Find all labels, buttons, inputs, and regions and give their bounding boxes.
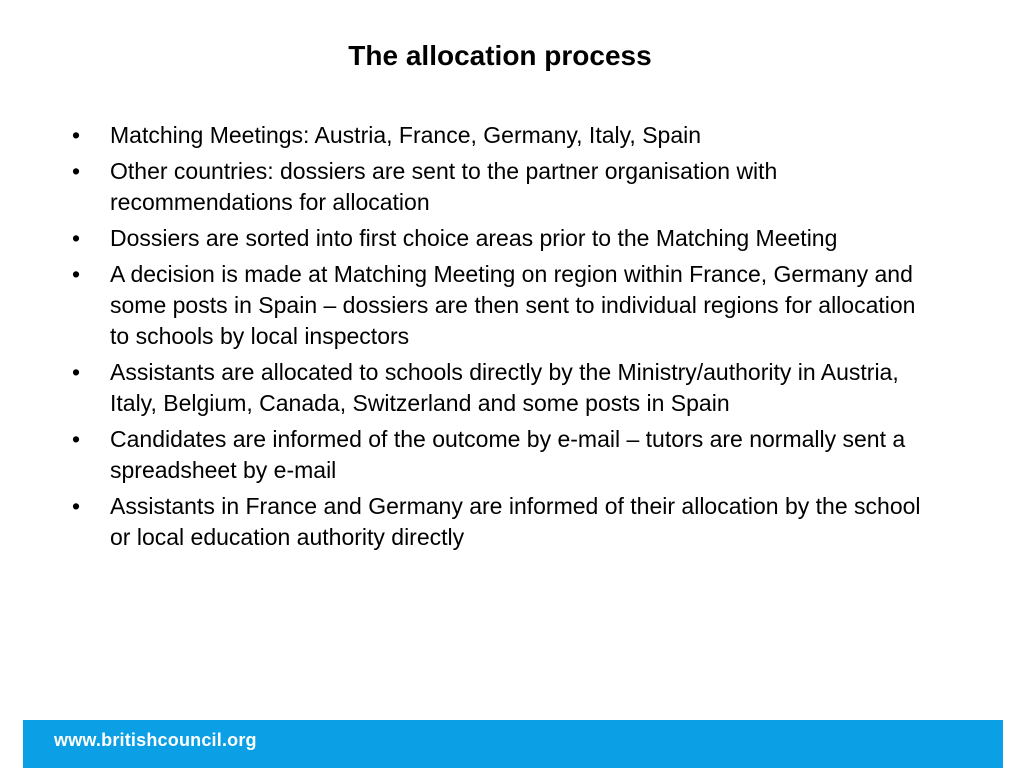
bullet-item bbox=[72, 223, 932, 254]
bullet-text: Assistants are allocated to schools directly by the Ministry/authority in Austria, Italy, Belgium, Canada, Switzerland and some posts in Spain bbox=[110, 359, 899, 416]
bullet-text: Other countries: dossiers are sent to the partner organisation with recommendations for allocation bbox=[110, 158, 778, 215]
bullet-icon: • bbox=[72, 261, 81, 287]
bullet-text: Matching Meetings: Austria, France, Germany, Italy, Spain bbox=[110, 122, 702, 148]
bullet-list bbox=[72, 120, 932, 558]
bullet-item bbox=[72, 491, 932, 553]
bullet-item bbox=[72, 357, 932, 419]
bullet-item bbox=[72, 120, 932, 151]
bullet-item bbox=[72, 156, 932, 218]
bullet-item bbox=[72, 424, 932, 486]
bullet-icon: • bbox=[72, 225, 81, 251]
footer-url-link[interactable]: www.britishcouncil.org bbox=[54, 730, 257, 750]
bullet-icon: • bbox=[72, 359, 81, 385]
bullet-icon: • bbox=[72, 426, 81, 452]
bullet-text: Candidates are informed of the outcome by e-mail – tutors are normally sent a spreadsheet by e-mail bbox=[110, 426, 906, 483]
slide-title: The allocation process bbox=[348, 40, 652, 71]
bullet-item bbox=[72, 259, 932, 352]
bullet-text: Dossiers are sorted into first choice areas prior to the Matching Meeting bbox=[110, 225, 838, 251]
footer-bar bbox=[23, 720, 1003, 768]
bullet-icon: • bbox=[72, 122, 81, 148]
bullet-text: Assistants in France and Germany are informed of their allocation by the school or local education authority directly bbox=[110, 493, 921, 550]
bullet-icon: • bbox=[72, 158, 81, 184]
bullet-icon: • bbox=[72, 493, 81, 519]
bullet-text: A decision is made at Matching Meeting on region within France, Germany and some posts in Spain – dossiers are then sent to individual regions for allocation to schools by local inspectors bbox=[110, 261, 916, 349]
